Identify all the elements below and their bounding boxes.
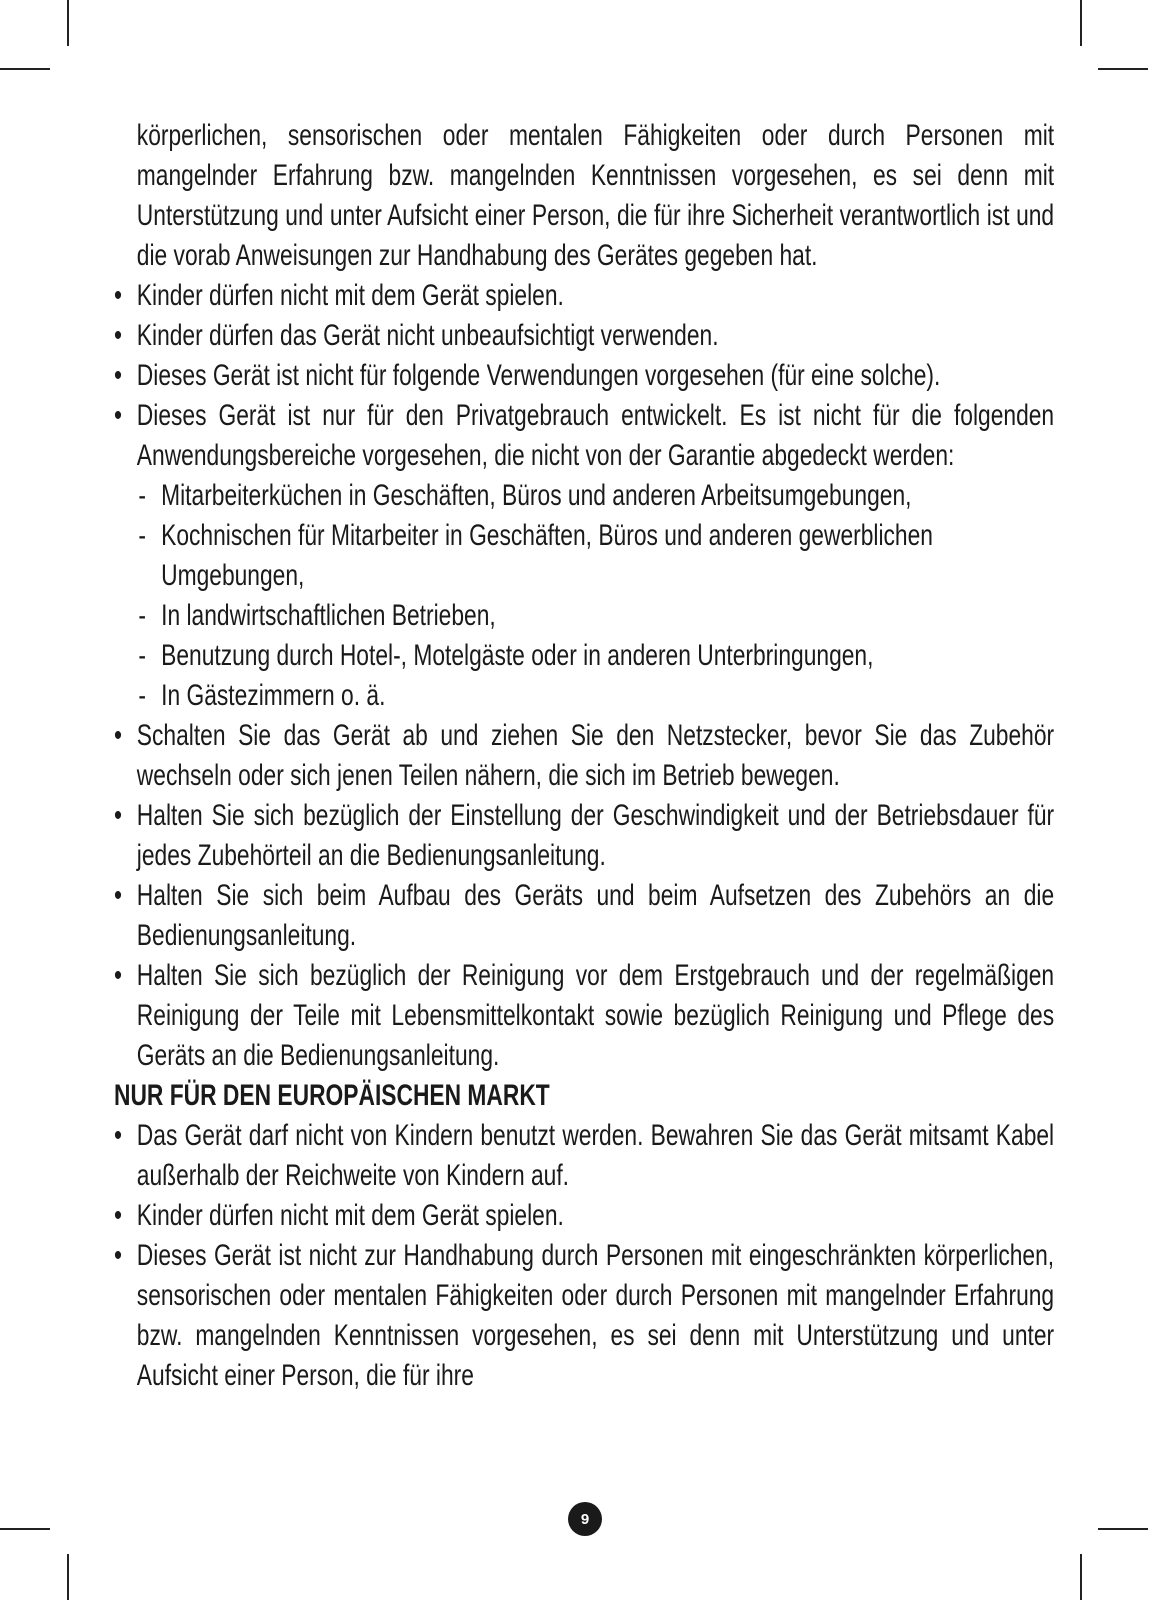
list-item [114,356,1054,396]
section-heading: NUR FÜR DEN EUROPÄISCHEN MARKT [114,1079,550,1112]
bullet-icon: • [114,959,122,992]
list-item [114,956,1054,1076]
sub-list-item [114,676,1054,716]
sub-list-item [114,476,1054,516]
sub-list-item-text: In Gästezimmern o. ä. [161,679,386,712]
crop-mark-bottom-right-horizontal [1098,1528,1148,1530]
sub-list-item [114,516,1054,596]
crop-mark-bottom-left-vertical [67,1554,69,1600]
crop-mark-bottom-left-horizontal [0,1528,50,1530]
list-item [114,316,1054,356]
crop-mark-bottom-right-vertical [1080,1554,1082,1600]
list-item [114,396,1054,476]
continuation-paragraph: körperlichen, sensorischen oder mentalen Fähigkeiten oder durch Personen mit mangelnder Erfahrung bzw. mangelnden Kenntnissen vorgesehen, es sei denn mit Unterstützung und unter Aufsicht einer Person, die für ihre Sicherheit verantwortlich ist und die vorab Anweisungen zur Handhabung des Gerätes gegeben hat. [136,119,1055,272]
bullet-icon: • [114,279,122,312]
bullet-icon: • [114,319,122,352]
list-item [114,276,1054,316]
sub-list-item-text: In landwirtschaftlichen Betrieben, [161,599,496,632]
list-item [114,796,1054,876]
sub-list-item-text: Mitarbeiterküchen in Geschäften, Büros und anderen Arbeitsumgebungen, [161,479,912,512]
bullet-icon: • [114,719,122,752]
dash-icon: - [138,519,146,552]
list-item-text: Kinder dürfen nicht mit dem Gerät spielen. [136,1199,564,1232]
sub-list-item-text: Benutzung durch Hotel-, Motelgäste oder in anderen Unterbringungen, [161,639,874,672]
sub-list-item-text: Kochnischen für Mitarbeiter in Geschäften, Büros und anderen gewerblichen Umgebungen, [161,519,933,592]
list-item-text: Kinder dürfen das Gerät nicht unbeaufsichtigt verwenden. [136,319,719,352]
list-item-text: Halten Sie sich bezüglich der Einstellung der Geschwindigkeit und der Betriebsdauer für jedes Zubehörteil an die Bedienungsanleitung. [136,799,1055,872]
bullet-icon: • [114,399,122,432]
list-item [114,1116,1054,1196]
document-body [114,116,1054,1396]
list-item-text: Dieses Gerät ist nicht zur Handhabung durch Personen mit eingeschränkten körperlichen, sensorischen oder mentalen Fähigkeiten oder durch Personen mit mangelnder Erfahrung bzw. mangelnden Kenntnissen vorgesehen, es sei denn mit Unterstützung und unter Aufsicht einer Person, die für ihre [136,1239,1055,1392]
list-item-text: Kinder dürfen nicht mit dem Gerät spielen. [136,279,564,312]
list-item-text: Dieses Gerät ist nicht für folgende Verwendungen vorgesehen (für eine solche). [136,359,941,392]
list-item [114,1196,1054,1236]
sub-list-item [114,636,1054,676]
list-item-text: Schalten Sie das Gerät ab und ziehen Sie den Netzstecker, bevor Sie das Zubehör wechseln oder sich jenen Teilen nähern, die sich im Betrieb bewegen. [136,719,1055,792]
bullet-icon: • [114,1199,122,1232]
list-item-text: Das Gerät darf nicht von Kindern benutzt werden. Bewahren Sie das Gerät mitsamt Kabel außerhalb der Reichweite von Kindern auf. [136,1119,1055,1192]
dash-icon: - [138,639,146,672]
list-item-text: Halten Sie sich bezüglich der Reinigung vor dem Erstgebrauch und der regelmäßigen Reinigung der Teile mit Lebensmittelkontakt sowie bezüglich Reinigung und Pflege des Geräts an die Bedienungsanleitung. [136,959,1055,1072]
bullet-icon: • [114,359,122,392]
crop-mark-top-left-horizontal [0,68,50,70]
list-item-text: Dieses Gerät ist nur für den Privatgebrauch entwickelt. Es ist nicht für die folgenden Anwendungsbereiche vorgesehen, die nicht von der Garantie abgedeckt werden: [136,399,1055,472]
dash-icon: - [138,679,146,712]
bullet-icon: • [114,1239,122,1272]
page-number: 9 [568,1502,602,1536]
dash-icon: - [138,599,146,632]
crop-mark-top-left-vertical [67,0,69,46]
bullet-icon: • [114,879,122,912]
list-item [114,1236,1054,1396]
list-item [114,876,1054,956]
crop-mark-top-right-vertical [1080,0,1082,46]
bullet-icon: • [114,799,122,832]
list-item [114,716,1054,796]
crop-mark-top-right-horizontal [1098,68,1148,70]
bullet-icon: • [114,1119,122,1152]
list-item-text: Halten Sie sich beim Aufbau des Geräts und beim Aufsetzen des Zubehörs an die Bedienungsanleitung. [136,879,1055,952]
dash-icon: - [138,479,146,512]
sub-list-item [114,596,1054,636]
